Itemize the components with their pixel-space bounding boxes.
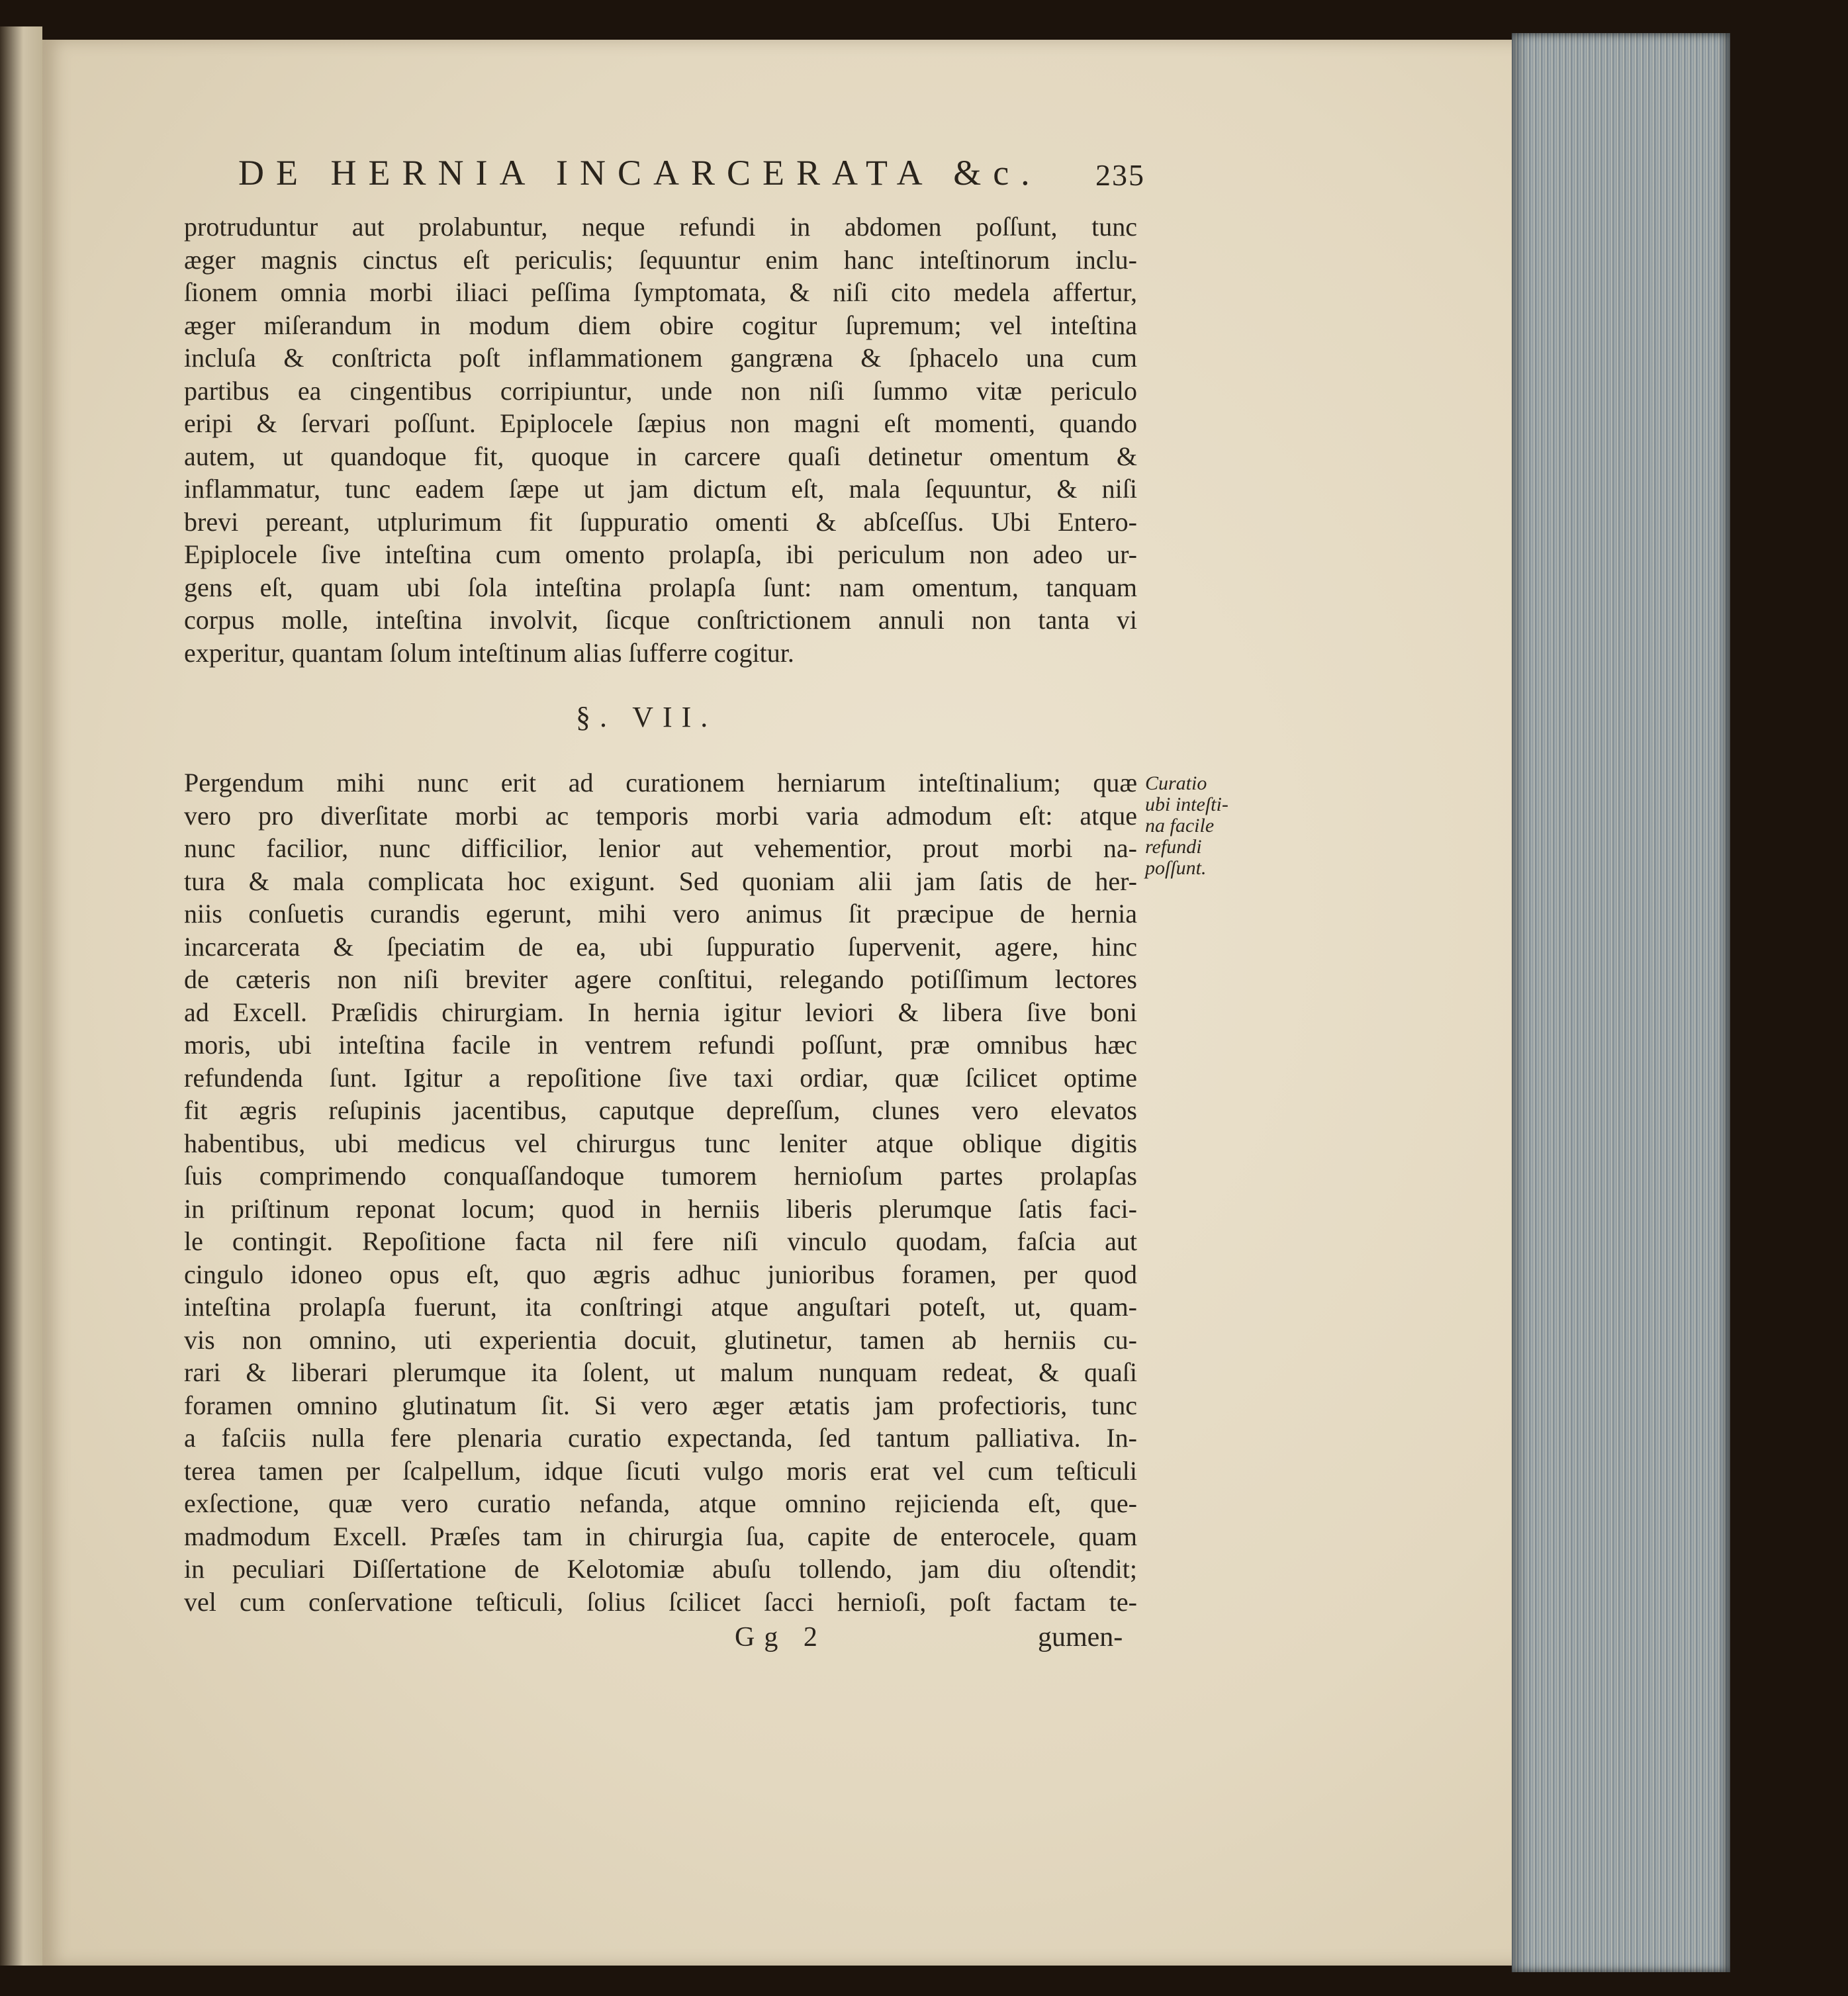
- facing-page-edge: [0, 26, 42, 1966]
- text-line: Epiplocele ſive inteſtina cum omento prolapſa, ibi periculum non adeo ur-: [184, 539, 1137, 569]
- margin-note-line: na facile: [1145, 815, 1215, 837]
- text-line: fit ægris reſupinis jacentibus, caputque depreſſum, clunes vero elevatos: [184, 1095, 1137, 1125]
- text-line: de cæteris non niſi breviter agere conſtitui, relegando potiſſimum lectores: [184, 964, 1137, 994]
- text-line: vero pro diverſitate morbi ac temporis morbi varia admodum eſt: atque: [184, 800, 1137, 831]
- page-block-edges: [1512, 33, 1730, 1972]
- text-line: æger magnis cinctus eſt periculis; ſequuntur enim hanc inteſtinorum inclu-: [184, 244, 1137, 275]
- catchword: gumen-: [1038, 1622, 1123, 1653]
- text-line: incluſa & conſtricta poſt inflammationem gangræna & ſphacelo una cum: [184, 343, 1137, 373]
- margin-note-line: refundi: [1145, 836, 1202, 858]
- text-line: corpus molle, inteſtina involvit, ſicque conſtrictionem annuli non tanta vi: [184, 605, 1137, 635]
- text-line: brevi pereant, utplurimum fit ſuppuratio omenti & abſceſſus. Ubi Entero-: [184, 506, 1137, 537]
- text-line: a faſciis nulla fere plenaria curatio expectanda, ſed tantum palliativa. In-: [184, 1423, 1137, 1453]
- text-line: moris, ubi inteſtina facile in ventrem refundi poſſunt, præ omnibus hæc: [184, 1030, 1137, 1060]
- text-line: madmodum Excell. Præſes tam in chirurgia ſua, capite de enterocele, quam: [184, 1521, 1137, 1551]
- margin-note-line: poſſunt.: [1145, 857, 1207, 879]
- text-line: inflammatur, tunc eadem ſæpe ut jam dictum eſt, mala ſequuntur, & niſi: [184, 474, 1137, 504]
- text-line: protruduntur aut prolabuntur, neque refundi in abdomen poſſunt, tunc: [184, 212, 1137, 242]
- text-line: le contingit. Repoſitione facta nil fere niſi vinculo quodam, faſcia aut: [184, 1226, 1137, 1256]
- text-line: habentibus, ubi medicus vel chirurgus tunc leniter atque oblique digitis: [184, 1128, 1137, 1158]
- text-line: cingulo idoneo opus eſt, quo ægris adhuc junioribus foramen, per quod: [184, 1259, 1137, 1289]
- text-line: gens eſt, quam ubi ſola inteſtina prolapſa ſunt: nam omentum, tanquam: [184, 572, 1137, 602]
- text-line: ſuis comprimendo conquaſſandoque tumorem hernioſum partes prolapſas: [184, 1161, 1137, 1191]
- margin-note-line: Curatio: [1145, 772, 1207, 794]
- text-line: Pergendum mihi nunc erit ad curationem herniarum inteſtinalium; quæ: [184, 768, 1137, 797]
- text-line: vis non omnino, uti experientia docuit, glutinetur, tamen ab herniis cu-: [184, 1324, 1137, 1355]
- page-number: 235: [1095, 158, 1145, 192]
- text-line: æger miſerandum in modum diem obire cogitur ſupremum; vel inteſtina: [184, 310, 1137, 340]
- text-line: ſionem omnia morbi iliaci peſſima ſymptomata, & niſi cito medela affertur,: [184, 277, 1137, 307]
- running-header: [238, 152, 1145, 199]
- margin-note: [1145, 773, 1244, 879]
- text-line: terea tamen per ſcalpellum, idque ſicuti vulgo moris erat vel cum teſticuli: [184, 1455, 1137, 1486]
- text-line: incarcerata & ſpeciatim de ea, ubi ſuppuratio ſupervenit, agere, hinc: [184, 931, 1137, 962]
- running-title: DE HERNIA INCARCERATA &c.: [238, 153, 1042, 193]
- text-line: refundenda ſunt. Igitur a repoſitione ſive taxi ordiar, quæ ſcilicet optime: [184, 1062, 1137, 1093]
- text-line: nunc facilior, nunc difficilior, lenior aut vehementior, prout morbi na-: [184, 833, 1137, 863]
- section-heading: §. VII.: [576, 701, 717, 733]
- text-line: tura & mala complicata hoc exigunt. Sed quoniam alii jam ſatis de her-: [184, 866, 1137, 896]
- text-line: experitur, quantam ſolum inteſtinum alias ſufferre cogitur.: [184, 637, 794, 668]
- text-line: niis conſuetis curandis egerunt, mihi vero animus ſit præcipue de hernia: [184, 899, 1137, 929]
- text-line: in priſtinum reponat locum; quod in herniis liberis plerumque ſatis faci-: [184, 1193, 1137, 1224]
- text-line: foramen omnino glutinatum ſit. Si vero æger ætatis jam profectioris, tunc: [184, 1390, 1137, 1420]
- text-line: partibus ea cingentibus corripiuntur, unde non niſi ſummo vitæ periculo: [184, 375, 1137, 406]
- text-line: inteſtina prolapſa fuerunt, ita conſtringi atque anguſtari poteſt, ut, quam-: [184, 1292, 1137, 1322]
- text-line: ad Excell. Præſidis chirurgiam. In hernia igitur leviori & libera ſive boni: [184, 997, 1137, 1027]
- text-line: eripi & ſervari poſſunt. Epiplocele ſæpius non magni eſt momenti, quando: [184, 408, 1137, 438]
- text-line: rari & liberari plerumque ita ſolent, ut malum nunquam redeat, & quaſi: [184, 1357, 1137, 1387]
- text-line: exſectione, quæ vero curatio nefanda, atque omnino rejicienda eſt, que-: [184, 1488, 1137, 1518]
- text-line: vel cum conſervatione teſticuli, ſolius ſcilicet ſacci hernioſi, poſt factam te-: [184, 1586, 1137, 1617]
- text-line: autem, ut quandoque fit, quoque in carcere quaſi detinetur omentum &: [184, 441, 1137, 471]
- margin-note-line: ubi inteſti-: [1145, 794, 1228, 815]
- text-line: in peculiari Diſſertatione de Kelotomiæ abuſu tollendo, jam diu oſtendit;: [184, 1554, 1137, 1584]
- signature-mark: Gg 2: [735, 1622, 827, 1653]
